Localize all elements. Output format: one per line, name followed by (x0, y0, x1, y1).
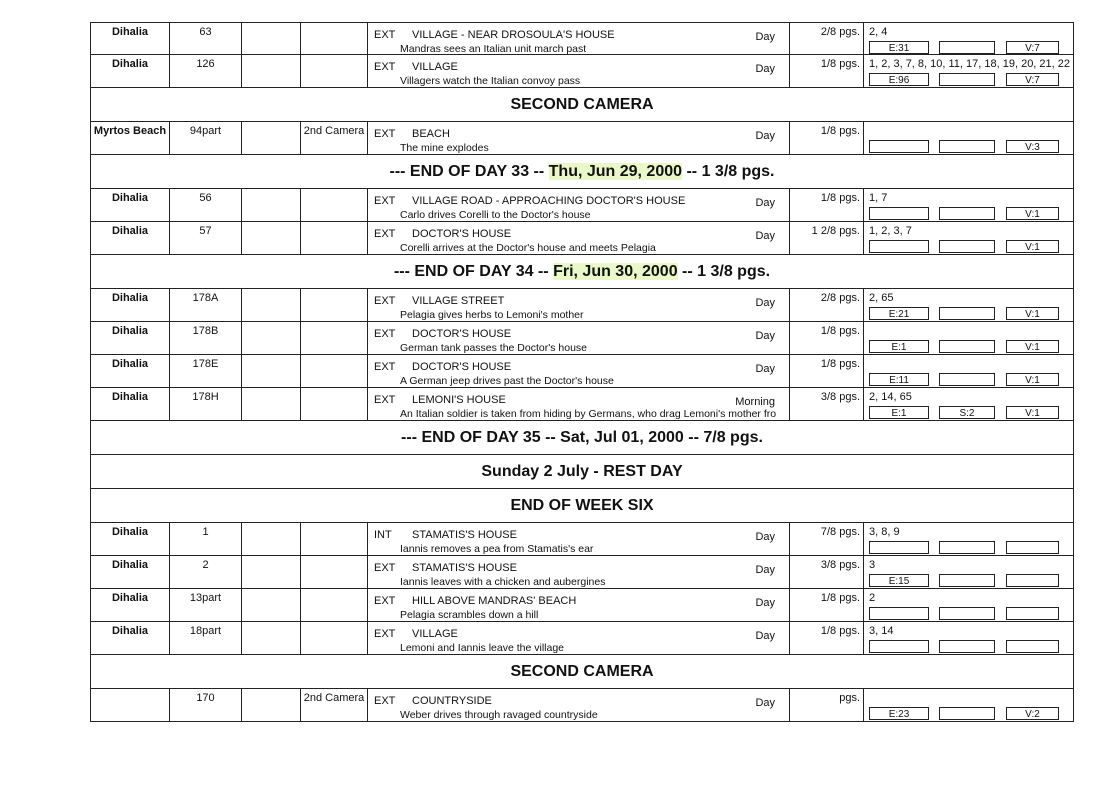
scene-number-cell: 56 (170, 189, 242, 221)
set-name: DOCTOR'S HOUSE (412, 361, 512, 373)
vehicles-box (1006, 607, 1059, 620)
unit-cell (301, 589, 368, 621)
cast-cell (864, 222, 1075, 254)
day-night-label: Day (755, 63, 775, 75)
scene-number-cell: 178H (170, 388, 242, 420)
scene-number-cell: 57 (170, 222, 242, 254)
scene-synopsis: Iannis leaves with a chicken and aubergines (400, 576, 606, 588)
set-name: STAMATIS'S HOUSE (412, 529, 517, 541)
blank-cell (242, 622, 301, 654)
scene-number-cell: 126 (170, 55, 242, 87)
day-night-label: Day (755, 130, 775, 142)
unit-cell (301, 622, 368, 654)
vehicles-box: V:1 (1006, 373, 1059, 386)
cast-cell (864, 23, 1075, 54)
scene-synopsis: Lemoni and Iannis leave the village (400, 642, 565, 654)
extras-box: E:96 (869, 73, 929, 86)
blank-cell (242, 55, 301, 87)
unit-cell (301, 355, 368, 387)
unit-cell (301, 189, 368, 221)
stunts-box (939, 707, 995, 720)
page-count-cell: 1/8 pgs. (790, 622, 864, 654)
page-count-cell: 3/8 pgs. (790, 388, 864, 420)
stunts-box (939, 240, 995, 253)
location-cell: Dihalia (91, 23, 170, 54)
scene-number-cell: 178B (170, 322, 242, 354)
stunts-box (939, 140, 995, 153)
set-name: VILLAGE - NEAR DROSOULA'S HOUSE (412, 29, 615, 41)
scene-description-cell (368, 589, 790, 621)
scene-description-cell (368, 622, 790, 654)
day-night-label: Day (755, 531, 775, 543)
unit-cell (301, 222, 368, 254)
stunts-box (939, 373, 995, 386)
int-ext-label: EXT (374, 61, 396, 73)
vehicles-box: V:7 (1006, 41, 1059, 54)
location-cell: Dihalia (91, 222, 170, 254)
day-banner (90, 255, 1074, 289)
stunts-box (939, 541, 995, 554)
scene-strip[interactable] (90, 322, 1074, 355)
int-ext-label: EXT (374, 228, 396, 240)
vehicles-box: V:1 (1006, 307, 1059, 320)
vehicles-box: V:1 (1006, 240, 1059, 253)
scene-strip[interactable] (90, 189, 1074, 222)
vehicles-box: V:2 (1006, 707, 1059, 720)
cast-cell (864, 355, 1075, 387)
page-count-cell: 3/8 pgs. (790, 556, 864, 588)
unit-cell (301, 523, 368, 555)
int-ext-label: EXT (374, 394, 396, 406)
cast-cell (864, 589, 1075, 621)
scene-synopsis: Pelagia gives herbs to Lemoni's mother (400, 309, 584, 321)
scene-synopsis: A German jeep drives past the Doctor's house (400, 375, 614, 387)
set-name: VILLAGE ROAD - APPROACHING DOCTOR'S HOUSE (412, 195, 686, 207)
cast-ids: 1, 2, 3, 7, 8, 10, 11, 17, 18, 19, 20, 21, 22 (869, 58, 1071, 70)
scene-synopsis: Villagers watch the Italian convoy pass (400, 75, 581, 87)
day-night-label: Day (755, 297, 775, 309)
blank-cell (242, 322, 301, 354)
scene-synopsis: The mine explodes (400, 142, 489, 154)
int-ext-label: EXT (374, 695, 396, 707)
scene-strip[interactable] (90, 589, 1074, 622)
scene-strip[interactable] (90, 556, 1074, 589)
day-banner (90, 155, 1074, 189)
extras-box: E:15 (869, 574, 929, 587)
day-night-label: Day (755, 330, 775, 342)
scene-description-cell (368, 556, 790, 588)
vehicles-box (1006, 541, 1059, 554)
page-count-cell: 1/8 pgs. (790, 355, 864, 387)
day-night-label: Day (755, 597, 775, 609)
day-night-label: Day (755, 230, 775, 242)
extras-box: E:11 (869, 373, 929, 386)
day-night-label: Day (755, 363, 775, 375)
scene-strip[interactable] (90, 222, 1074, 255)
scene-strip[interactable] (90, 523, 1074, 556)
banner-text: Sunday 2 July - REST DAY (481, 463, 683, 480)
stunts-box (939, 41, 995, 54)
scene-number-cell: 170 (170, 689, 242, 721)
scene-description-cell (368, 122, 790, 154)
location-cell: Dihalia (91, 388, 170, 420)
day-night-label: Day (755, 697, 775, 709)
cast-cell (864, 523, 1075, 555)
location-cell: Dihalia (91, 289, 170, 321)
scene-synopsis: Iannis removes a pea from Stamatis's ear (400, 543, 594, 555)
set-name: DOCTOR'S HOUSE (412, 228, 512, 240)
blank-cell (242, 355, 301, 387)
unit-cell (301, 289, 368, 321)
scene-synopsis: Mandras sees an Italian unit march past (400, 43, 587, 55)
stunts-box (939, 574, 995, 587)
int-ext-label: EXT (374, 128, 396, 140)
blank-cell (242, 122, 301, 154)
page-count-cell: pgs. (790, 689, 864, 721)
scene-strip[interactable] (90, 689, 1074, 722)
scene-number-cell: 178A (170, 289, 242, 321)
scene-synopsis: Pelagia scrambles down a hill (400, 609, 539, 621)
extras-box (869, 541, 929, 554)
scene-strip[interactable] (90, 388, 1074, 421)
extras-box: E:1 (869, 340, 929, 353)
stunts-box: S:2 (939, 406, 995, 419)
cast-ids: 2, 14, 65 (869, 391, 912, 403)
cast-ids: 2, 4 (869, 26, 888, 38)
extras-box (869, 607, 929, 620)
set-name: DOCTOR'S HOUSE (412, 328, 512, 340)
banner-suffix: -- 1 3/8 pgs. (682, 163, 775, 180)
scene-description-cell (368, 322, 790, 354)
location-cell: Dihalia (91, 556, 170, 588)
unit-cell: 2nd Camera (301, 689, 368, 721)
cast-ids: 2, 65 (869, 292, 894, 304)
set-name: VILLAGE (412, 628, 458, 640)
unit-cell (301, 388, 368, 420)
scene-description-cell (368, 222, 790, 254)
page-count-cell: 2/8 pgs. (790, 23, 864, 54)
vehicles-box: V:1 (1006, 207, 1059, 220)
day-banner (90, 421, 1074, 455)
stunts-box (939, 340, 995, 353)
banner-prefix: --- END OF DAY 33 -- (389, 163, 549, 180)
unit-cell (301, 55, 368, 87)
set-name: BEACH (412, 128, 450, 140)
page-count-cell: 1/8 pgs. (790, 122, 864, 154)
cast-cell (864, 289, 1075, 321)
day-banner (90, 88, 1074, 122)
location-cell: Dihalia (91, 189, 170, 221)
scene-strip[interactable] (90, 22, 1074, 55)
vehicles-box (1006, 574, 1059, 587)
banner-date: Thu, Jun 29, 2000 (548, 163, 683, 180)
extras-box (869, 207, 929, 220)
cast-ids: 3 (869, 559, 876, 571)
location-cell: Dihalia (91, 355, 170, 387)
stunts-box (939, 207, 995, 220)
scene-number-cell: 178E (170, 355, 242, 387)
scene-description-cell (368, 355, 790, 387)
unit-cell: 2nd Camera (301, 122, 368, 154)
blank-cell (242, 289, 301, 321)
blank-cell (242, 388, 301, 420)
scene-description-cell (368, 388, 790, 420)
set-name: VILLAGE (412, 61, 458, 73)
extras-box (869, 640, 929, 653)
banner-text: SECOND CAMERA (510, 96, 654, 113)
scene-number-cell: 13part (170, 589, 242, 621)
cast-ids: 3, 14 (869, 625, 894, 637)
scene-synopsis: German tank passes the Doctor's house (400, 342, 588, 354)
set-name: HILL ABOVE MANDRAS' BEACH (412, 595, 577, 607)
day-night-label: Day (755, 31, 775, 43)
banner-suffix: -- 1 3/8 pgs. (677, 263, 771, 280)
scene-number-cell: 63 (170, 23, 242, 54)
unit-cell (301, 556, 368, 588)
blank-cell (242, 189, 301, 221)
scene-synopsis: Weber drives through ravaged countryside (400, 709, 598, 721)
scene-strip[interactable] (90, 289, 1074, 322)
day-night-label: Day (755, 564, 775, 576)
extras-box: E:1 (869, 406, 929, 419)
page-count-cell: 1/8 pgs. (790, 322, 864, 354)
blank-cell (242, 556, 301, 588)
location-cell (91, 689, 170, 721)
vehicles-box (1006, 640, 1059, 653)
unit-cell (301, 322, 368, 354)
scene-synopsis: An Italian soldier is taken from hiding by Germans, who drag Lemoni's mother fro (400, 408, 777, 420)
cast-ids: 1, 2, 3, 7 (869, 225, 912, 237)
banner-prefix: --- END OF DAY 34 -- (393, 263, 554, 280)
extras-box (869, 140, 929, 153)
scene-description-cell (368, 523, 790, 555)
cast-ids: 1, 7 (869, 192, 888, 204)
scene-description-cell (368, 189, 790, 221)
day-banner (90, 655, 1074, 689)
day-banner (90, 455, 1074, 489)
banner-text: SECOND CAMERA (510, 663, 654, 680)
int-ext-label: EXT (374, 295, 396, 307)
int-ext-label: EXT (374, 562, 396, 574)
extras-box: E:31 (869, 41, 929, 54)
scene-synopsis: Carlo drives Corelli to the Doctor's house (400, 209, 591, 221)
cast-ids: 2 (869, 592, 876, 604)
page-count-cell: 1/8 pgs. (790, 589, 864, 621)
cast-cell (864, 122, 1075, 154)
int-ext-label: EXT (374, 361, 396, 373)
day-night-label: Day (755, 197, 775, 209)
scene-number-cell: 2 (170, 556, 242, 588)
stunts-box (939, 73, 995, 86)
blank-cell (242, 589, 301, 621)
extras-box: E:21 (869, 307, 929, 320)
vehicles-box: V:1 (1006, 340, 1059, 353)
cast-cell (864, 689, 1075, 721)
page-count-cell: 1/8 pgs. (790, 55, 864, 87)
scene-strip[interactable] (90, 622, 1074, 655)
vehicles-box: V:3 (1006, 140, 1059, 153)
scene-description-cell (368, 23, 790, 54)
int-ext-label: EXT (374, 628, 396, 640)
page-count-cell: 1/8 pgs. (790, 189, 864, 221)
unit-cell (301, 23, 368, 54)
set-name: VILLAGE STREET (412, 295, 505, 307)
cast-cell (864, 388, 1075, 420)
stunts-box (939, 607, 995, 620)
blank-cell (242, 222, 301, 254)
scene-description-cell (368, 55, 790, 87)
int-ext-label: EXT (374, 195, 396, 207)
blank-cell (242, 689, 301, 721)
int-ext-label: EXT (374, 29, 396, 41)
cast-cell (864, 55, 1075, 87)
set-name: LEMONI'S HOUSE (412, 394, 506, 406)
location-cell: Dihalia (91, 589, 170, 621)
vehicles-box: V:7 (1006, 73, 1059, 86)
cast-cell (864, 622, 1075, 654)
cast-cell (864, 189, 1075, 221)
scene-synopsis: Corelli arrives at the Doctor's house and meets Pelagia (400, 242, 656, 254)
stunts-box (939, 307, 995, 320)
vehicles-box: V:1 (1006, 406, 1059, 419)
stunts-box (939, 640, 995, 653)
extras-box: E:23 (869, 707, 929, 720)
cast-cell (864, 322, 1075, 354)
page-count-cell: 1 2/8 pgs. (790, 222, 864, 254)
location-cell: Dihalia (91, 622, 170, 654)
schedule-strip-sheet (90, 22, 1074, 722)
set-name: COUNTRYSIDE (412, 695, 492, 707)
set-name: STAMATIS'S HOUSE (412, 562, 517, 574)
location-cell: Dihalia (91, 55, 170, 87)
int-ext-label: INT (374, 529, 392, 541)
banner-text: END OF WEEK SIX (510, 497, 654, 514)
int-ext-label: EXT (374, 328, 396, 340)
scene-strip[interactable] (90, 55, 1074, 88)
page-count-cell: 2/8 pgs. (790, 289, 864, 321)
cast-ids: 3, 8, 9 (869, 526, 900, 538)
location-cell: Dihalia (91, 322, 170, 354)
scene-number-cell: 18part (170, 622, 242, 654)
blank-cell (242, 523, 301, 555)
banner-date: Fri, Jun 30, 2000 (553, 263, 678, 280)
location-cell: Myrtos Beach (91, 122, 170, 154)
cast-cell (864, 556, 1075, 588)
scene-strip[interactable] (90, 122, 1074, 155)
scene-number-cell: 94part (170, 122, 242, 154)
extras-box (869, 240, 929, 253)
day-night-label: Morning (735, 396, 775, 408)
page-count-cell: 7/8 pgs. (790, 523, 864, 555)
scene-number-cell: 1 (170, 523, 242, 555)
location-cell: Dihalia (91, 523, 170, 555)
day-night-label: Day (755, 630, 775, 642)
scene-strip[interactable] (90, 355, 1074, 388)
banner-text: --- END OF DAY 35 -- Sat, Jul 01, 2000 -- 7/8 pgs. (401, 429, 763, 446)
scene-description-cell (368, 289, 790, 321)
blank-cell (242, 23, 301, 54)
int-ext-label: EXT (374, 595, 396, 607)
day-banner (90, 489, 1074, 523)
scene-description-cell (368, 689, 790, 721)
